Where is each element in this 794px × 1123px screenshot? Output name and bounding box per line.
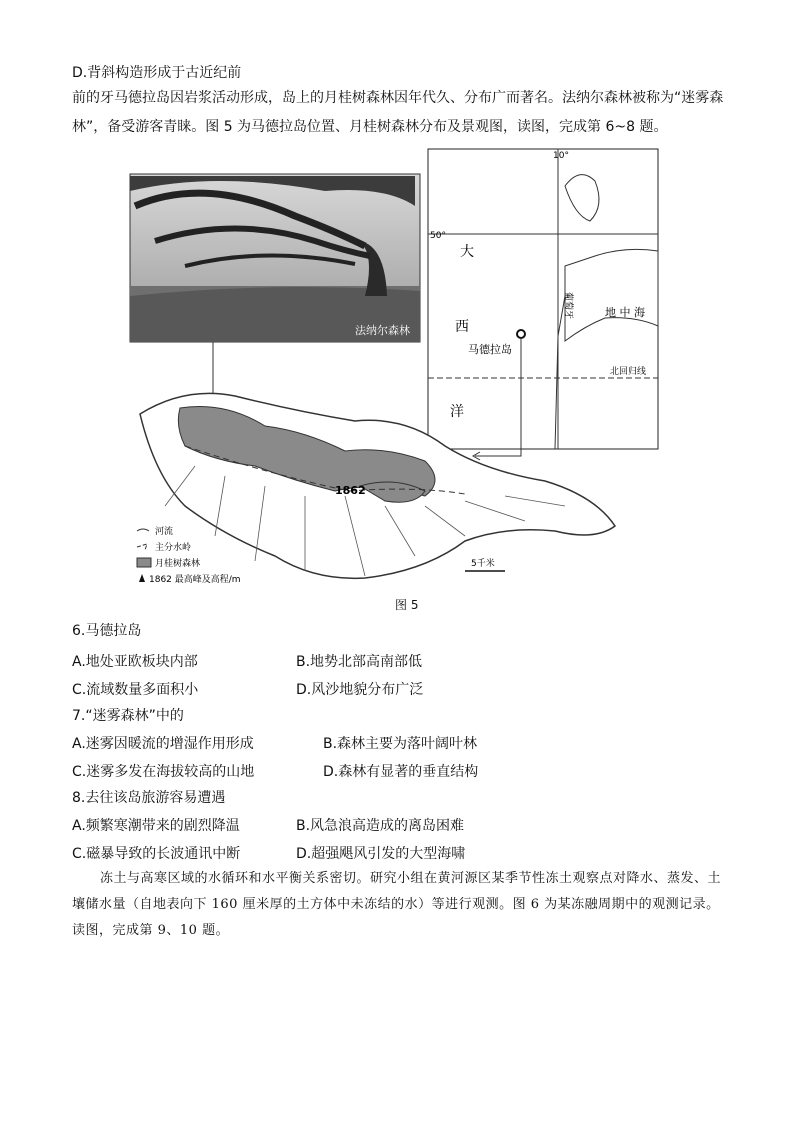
q8-option-c: C.磁暴导致的长波通讯中断: [72, 846, 241, 862]
figure-5: [125, 146, 665, 586]
legend-peak: 1862 最高峰及高程/m: [149, 575, 241, 585]
q7-option-b: B.森林主要为落叶阔叶林: [323, 736, 478, 752]
watershed-legend-icon: [137, 544, 147, 550]
previous-option-d: D.背斜构造形成于古近纪前: [72, 65, 242, 81]
intro-paragraph: 前的牙马德拉岛因岩浆活动形成，岛上的月桂树森林因年代久、分布广而著名。法纳尔森林被称为“迷雾森林”，备受游客青睐。图 5 为马德拉岛位置、月桂树森林分布及景观图，读图，完成第 6~8 题。: [72, 90, 724, 135]
q6-option-c: C.流域数量多面积小: [72, 682, 199, 698]
q6-option-a: A.地处亚欧板块内部: [72, 654, 198, 670]
tropic-label: 北回归线: [610, 367, 647, 377]
lon-label: 10°: [553, 151, 569, 161]
mediterranean-label: 地 中 海: [605, 306, 645, 319]
q8-option-d: D.超强飓风引发的大型海啸: [296, 846, 466, 862]
peak-elevation: 1862: [335, 484, 366, 497]
ocean-char-3: 洋: [450, 404, 464, 420]
portugal-label: 葡萄牙: [563, 292, 573, 320]
figure-caption: 图 5: [395, 598, 419, 612]
ocean-char-2: 西: [455, 319, 469, 335]
lat-label: 50°: [430, 231, 446, 241]
legend-forest: 月桂树森林: [155, 559, 201, 569]
forest-photo: [130, 174, 420, 342]
map-legend: [137, 525, 241, 585]
peak-legend-icon: [139, 574, 145, 582]
q6-option-b: B.地势北部高南部低: [296, 654, 423, 670]
scale-label: 5千米: [471, 559, 495, 569]
q8-option-a: A.频繁寒潮带来的剧烈降温: [72, 818, 240, 834]
q6-option-d: D.风沙地貌分布广泛: [296, 682, 424, 698]
ocean-char-1: 大: [460, 244, 474, 260]
madeira-label: 马德拉岛: [468, 343, 512, 356]
question-7-stem: 7.“迷雾森林”中的: [72, 708, 184, 724]
legend-river: 河流: [155, 527, 174, 537]
legend-watershed: 主分水岭: [155, 543, 192, 553]
photo-label: 法纳尔森林: [355, 324, 410, 337]
passage-9-10: 冻土与高寒区域的水循环和水平衡关系密切。研究小组在黄河源区某季节性冻土观察点对降水、蒸发、土壤储水量（自地表向下 160 厘米厚的土方体中未冻结的水）等进行观测。图 6 为某冻融周期中的观测记录。读图，完成第 9、10 题。: [72, 871, 722, 938]
q7-option-a: A.迷雾因暖流的增湿作用形成: [72, 736, 254, 752]
q7-option-d: D.森林有显著的垂直结构: [323, 764, 479, 780]
river-legend-icon: [137, 529, 149, 531]
madeira-marker-icon: [517, 330, 525, 338]
forest-legend-icon: [137, 558, 151, 567]
location-map: [428, 149, 658, 460]
q7-option-c: C.迷雾多发在海拔较高的山地: [72, 764, 255, 780]
q8-option-b: B.风急浪高造成的离岛困难: [296, 818, 465, 834]
question-8-stem: 8.去往该岛旅游容易遭遇: [72, 790, 226, 806]
question-6-stem: 6.马德拉岛: [72, 623, 142, 639]
